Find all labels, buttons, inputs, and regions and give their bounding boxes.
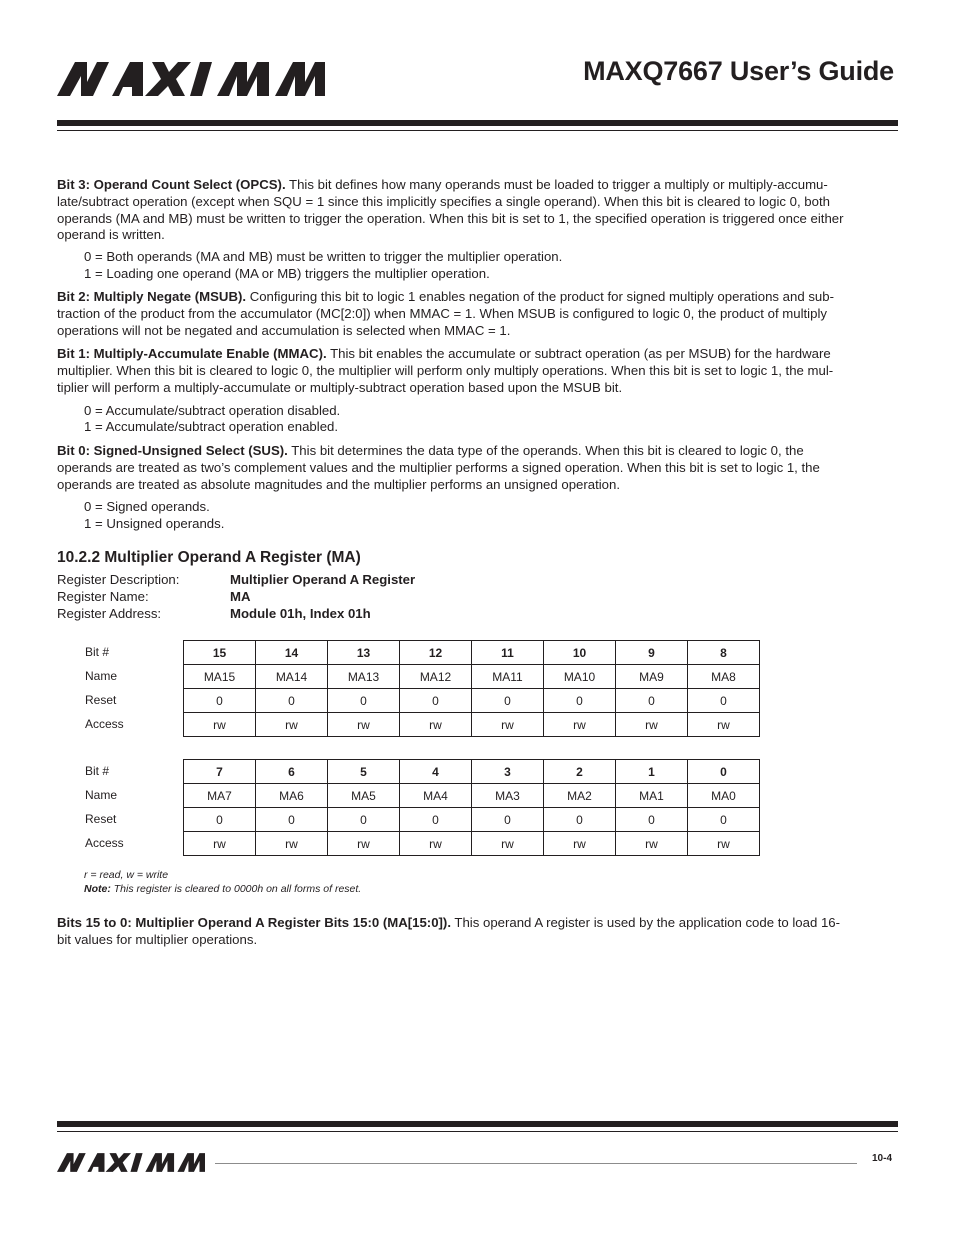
access-cell: rw [400,832,472,856]
access-cell: rw [400,713,472,737]
access-cell: rw [616,832,688,856]
reset-cell: 0 [616,689,688,713]
bit3-text-line3: operands (MA and MB) must be written to trigger the operation. When this bit is set to 1, the specified operation is triggered once either [57,210,844,226]
bit-cell: 3 [472,760,544,784]
bit-cell: 4 [400,760,472,784]
bit2-text-line2: traction of the product from the accumulator (MC[2:0]) when MMAC = 1. When MSUB is configured to logic 0, the product of multiply [57,305,827,321]
access-cell: rw [688,832,760,856]
reset-cell: 0 [400,689,472,713]
reset-cell: 0 [616,808,688,832]
register-name-label: Register Name: [57,589,149,604]
bit-cell: 8 [688,641,760,665]
name-cell: MA8 [688,665,760,689]
footer-divider [215,1163,857,1164]
bit-cell: 10 [544,641,616,665]
bit1-paragraph [57,346,897,396]
bit3-text-line4: operand is written. [57,227,165,243]
reset-cell: 0 [256,808,328,832]
bits15-0-heading: Bits 15 to 0: Multiplier Operand A Register Bits 15:0 (MA[15:0]). [57,915,451,930]
access-cell: rw [616,713,688,737]
name-cell: MA3 [472,784,544,808]
table-row-reset [184,689,760,713]
bit-cell: 0 [688,760,760,784]
bits15-0-paragraph [57,915,897,949]
bit1-option-0: 0 = Accumulate/subtract operation disabled. [84,403,341,418]
upper-name-label: Name [85,669,118,683]
bit-cell: 12 [400,641,472,665]
register-name-value: MA [230,589,251,604]
bit0-text-line1: This bit determines the data type of the operands. When this bit is cleared to logic 0, the [291,443,804,458]
access-cell: rw [544,832,616,856]
name-cell: MA1 [616,784,688,808]
bit3-option-1: 1 = Loading one operand (MA or MB) triggers the multiplier operation. [84,266,490,281]
bit1-text-line3: tiplier will perform a multiply-accumulate or multiply-subtract operation based upon the MSUB bit. [57,379,623,395]
page-number: 10-4 [871,1153,892,1164]
name-cell: MA15 [184,665,256,689]
access-cell: rw [256,832,328,856]
reset-cell: 0 [472,808,544,832]
reset-cell: 0 [184,808,256,832]
access-legend: r = read, w = write [84,869,169,881]
register-address-label: Register Address: [57,606,162,621]
reset-cell: 0 [184,689,256,713]
reset-cell: 0 [400,808,472,832]
table-row-names [184,784,760,808]
bits15-0-text-line2: bit values for multiplier operations. [57,931,258,947]
table-row-names [184,665,760,689]
bit0-option-0: 0 = Signed operands. [84,499,210,514]
table-row-reset [184,808,760,832]
bits15-0-text-line1: This operand A register is used by the application code to load 16- [454,915,841,930]
header-rule-thin [57,130,898,131]
reset-cell: 0 [328,808,400,832]
bit2-heading: Bit 2: Multiply Negate (MSUB). [57,289,247,304]
reset-cell: 0 [328,689,400,713]
bit-cell: 13 [328,641,400,665]
access-cell: rw [472,832,544,856]
maxim-logo-footer [57,1153,205,1172]
bit1-text-line2: multiplier. When this bit is cleared to logic 0, the multiplier will perform only multiply operations. When this bit is set to logic 1, the mul- [57,362,834,378]
name-cell: MA4 [400,784,472,808]
name-cell: MA7 [184,784,256,808]
bit0-paragraph [57,443,897,493]
name-cell: MA10 [544,665,616,689]
name-cell: MA2 [544,784,616,808]
reset-cell: 0 [472,689,544,713]
bit1-heading: Bit 1: Multiply-Accumulate Enable (MMAC). [57,346,327,361]
bit3-text-line1: This bit defines how many operands must be loaded to trigger a multiply or multiply-accumu- [289,177,828,192]
name-cell: MA11 [472,665,544,689]
bit3-paragraph [57,177,897,244]
table-row-access [184,832,760,856]
bit-cell: 2 [544,760,616,784]
footer-rule-thin [57,1131,898,1132]
name-cell: MA9 [616,665,688,689]
bit-cell: 7 [184,760,256,784]
access-cell: rw [256,713,328,737]
lower-access-label: Access [85,836,124,850]
bit-cell: 15 [184,641,256,665]
name-cell: MA14 [256,665,328,689]
bit1-text-line1: This bit enables the accumulate or subtract operation (as per MSUB) for the hardware [330,346,831,361]
access-cell: rw [184,832,256,856]
upper-access-label: Access [85,717,124,731]
name-cell: MA12 [400,665,472,689]
name-cell: MA6 [256,784,328,808]
upper-bit-label: Bit # [85,645,110,659]
reset-cell: 0 [688,808,760,832]
register-address-value: Module 01h, Index 01h [230,606,371,621]
bit0-option-1: 1 = Unsigned operands. [84,516,225,531]
note-text: This register is cleared to 0000h on all forms of reset. [113,883,362,895]
register-description-label: Register Description: [57,572,180,587]
table-row-bits [184,641,760,665]
document-title: MAXQ7667 User’s Guide [583,56,894,86]
name-cell: MA0 [688,784,760,808]
register-table-lower [183,759,760,856]
bit1-option-1: 1 = Accumulate/subtract operation enabled. [84,419,339,434]
footer-rule-thick [57,1121,898,1127]
section-heading: 10.2.2 Multiplier Operand A Register (MA) [57,549,361,566]
name-cell: MA5 [328,784,400,808]
name-cell: MA13 [328,665,400,689]
bit0-text-line3: operands are treated as absolute magnitudes and the multiplier performs an unsigned operation. [57,476,621,492]
access-cell: rw [472,713,544,737]
reset-cell: 0 [256,689,328,713]
bit0-heading: Bit 0: Signed-Unsigned Select (SUS). [57,443,288,458]
lower-bit-label: Bit # [85,764,110,778]
lower-name-label: Name [85,788,118,802]
reset-cell: 0 [544,808,616,832]
bit3-heading: Bit 3: Operand Count Select (OPCS). [57,177,286,192]
access-cell: rw [184,713,256,737]
access-cell: rw [688,713,760,737]
bit3-text-line2: late/subtract operation (except when SQU = 1 since this implicitly specifies a single operand). When this bit is cleared to logic 0, both [57,193,830,209]
table-row-access [184,713,760,737]
note-label: Note: [84,883,111,895]
bit-cell: 9 [616,641,688,665]
maxim-logo [57,62,325,96]
reset-cell: 0 [688,689,760,713]
bit-cell: 6 [256,760,328,784]
bit0-text-line2: operands are treated as two’s complement values and the multiplier performs a signed operation. When this bit is set to logic 1, the [57,459,820,475]
bit2-text-line1: Configuring this bit to logic 1 enables negation of the product for signed multiply operations and sub- [249,289,834,304]
bit-cell: 5 [328,760,400,784]
header-rule-thick [57,120,898,126]
access-cell: rw [544,713,616,737]
bit-cell: 1 [616,760,688,784]
access-cell: rw [328,832,400,856]
reset-cell: 0 [544,689,616,713]
table-row-bits [184,760,760,784]
bit-cell: 11 [472,641,544,665]
reset-note [84,883,361,895]
bit2-paragraph [57,289,897,339]
access-cell: rw [328,713,400,737]
bit-cell: 14 [256,641,328,665]
bit2-text-line3: operations will not be negated and accumulation is selected when MMAC = 1. [57,322,511,338]
bit3-option-0: 0 = Both operands (MA and MB) must be written to trigger the multiplier operation. [84,249,563,264]
register-description-value: Multiplier Operand A Register [230,572,416,587]
lower-reset-label: Reset [85,812,117,826]
register-table-upper [183,640,760,737]
upper-reset-label: Reset [85,693,117,707]
